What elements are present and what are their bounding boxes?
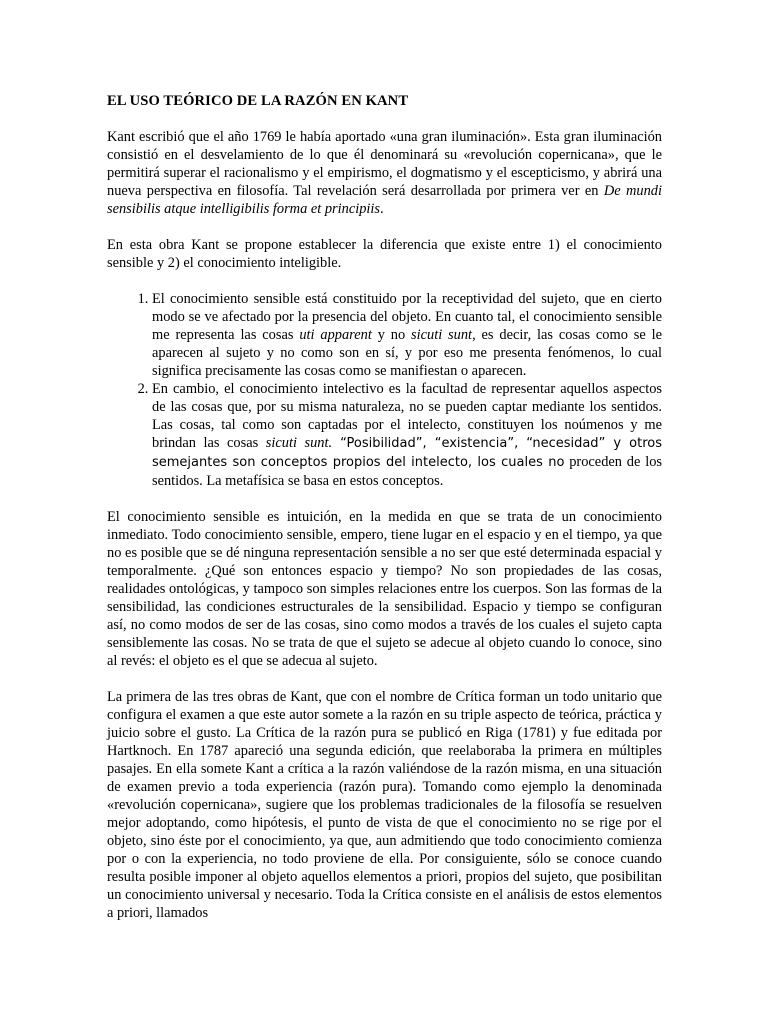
list-item-1-text-a: El conocimiento sensible está constituido por la receptividad del sujeto, que en cierto modo se ve afectado por la presencia del objeto. En cuanto tal, el conocimiento sensible me representa las cosas (152, 291, 662, 343)
paragraph-distinction: En esta obra Kant se propone establecer la diferencia que existe entre 1) el conocimiento sensible y 2) el conocimiento inteligible. (107, 237, 662, 271)
numbered-list (107, 290, 662, 490)
list-item-2-text-c: proceden de los sentidos. La metafísica se basa en estos conceptos. (152, 454, 662, 489)
list-item-1-italic-1: uti apparent (299, 327, 372, 343)
paragraph-intro (107, 128, 662, 218)
list-item-1-italic-2: sicuti sunt (411, 327, 473, 343)
list-item-sensible (152, 290, 662, 380)
list-item-2-text-a: En cambio, el conocimiento intelectivo es la facultad de representar aquellos aspectos de las cosas que, por su misma naturaleza, no se pueden captar mediante los sentidos. Las cosas, tal como son captadas por el intelecto, constituyen los noúmenos y me brindan las cosas (152, 381, 662, 451)
work-title: De mundi sensibilis atque intelligibilis forma et principiis (107, 183, 662, 217)
list-item-1-text-b: y no (371, 327, 412, 343)
paragraph-intro-end: . (380, 201, 384, 217)
list-item-2-italic-1: sicuti sunt. (265, 435, 333, 451)
paragraph-intro-text: Kant escribió que el año 1769 le había aportado «una gran iluminación». Esta gran iluminación consistió en el desvelamiento de lo que él denominará su «revolución copernicana», que le permitirá superar el racionalismo y el empirismo, el dogmatismo y el escepticismo, y abrirá una nueva perspectiva en filosofía. Tal revelación será desarrollada por primera ver en (107, 129, 662, 199)
paragraph-critica: La primera de las tres obras de Kant, que con el nombre de Crítica forman un todo unitario que configura el examen a que este autor somete a la razón en su triple aspecto de teórica, práctica y juicio sobre el gusto. La Crítica de la razón pura se publicó en Riga (1781) y fue editada por Hartknoch. En 1787 apareció una segunda edición, que reelaboraba la primera en múltiples pasajes. En ella somete Kant a crítica a la razón valiéndose de la razón misma, en una situación de examen previo a toda experiencia (razón pura). Tomando como ejemplo la denominada «revolución copernicana», sugiere que los problemas tradicionales de la filosofía se resuelven mejor adoptando, como hipótesis, el punto de vista de que el conocimiento no se rige por el objeto, sino éste por el conocimiento, ya que, aun admitiendo que todo conocimiento comienza por o con la experiencia, no todo proviene de ella. Por consiguiente, sólo se conoce cuando resulta posible imponer al objeto aquellos elementos a priori, propios del sujeto, que posibilitan un conocimiento universal y necesario. Toda la Crítica consiste en el análisis de estos elementos a priori, llamados (107, 689, 662, 921)
paragraph-intuicion: El conocimiento sensible es intuición, en la medida en que se trata de un conocimiento inmediato. Todo conocimiento sensible, empero, tiene lugar en el espacio y en el tiempo, ya que no es posible que se dé ninguna representación sensible a no ser que esté determinada espacial y temporalmente. ¿Qué son entonces espacio y tiempo? No son propiedades de las cosas, realidades ontológicas, y tampoco son simples relaciones entre los cuerpos. Son las formas de la sensibilidad, las condiciones estructurales de la sensibilidad. Espacio y tiempo se configuran así, no como modos de ser de las cosas, sino como modos a través de los cuales el sujeto capta sensiblemente las cosas. No se trata de que el sujeto se adecue al objeto cuando lo conoce, sino al revés: el objeto es el que se adecua al sujeto. (107, 509, 662, 669)
list-item-2-text-b: “Posibilidad”, “existencia”, “necesidad” y otros semejantes son conceptos propios del intelecto, los cuales no (152, 436, 662, 470)
document-title: EL USO TEÓRICO DE LA RAZÓN EN KANT (107, 93, 409, 109)
list-item-inteligible (152, 380, 662, 490)
list-item-1-text-c: , es decir, las cosas como se le aparecen al sujeto y no como son en sí, y por eso me presenta fenómenos, lo cual significa precisamente las cosas como se manifiestan o aparecen. (152, 327, 662, 379)
